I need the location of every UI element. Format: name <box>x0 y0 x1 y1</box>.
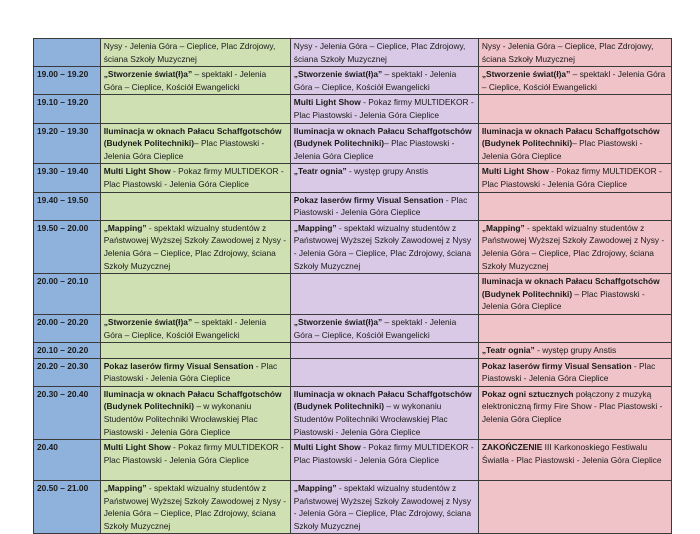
schedule-row <box>34 164 672 192</box>
time-slot-cell: 20.00 – 20.10 <box>34 274 101 315</box>
event-cell-column-2 <box>290 192 478 220</box>
event-cell-column-2 <box>290 67 478 95</box>
event-details: - występ grupy Anstis <box>346 166 429 177</box>
event-details: Nysy - Jelenia Góra – Cieplice, Plac Zdrojowy, ściana Szkoły Muzycznej <box>293 41 466 64</box>
event-cell-column-1 <box>100 358 290 386</box>
event-cell-column-3 <box>478 386 671 439</box>
event-title: Pokaz laserów firmy Visual Sensation <box>481 360 632 371</box>
festival-schedule-table <box>33 38 672 534</box>
schedule-row <box>34 67 672 95</box>
time-slot-cell: 19.10 – 19.20 <box>34 95 101 123</box>
schedule-row <box>34 440 672 481</box>
event-cell-column-2 <box>290 39 478 67</box>
event-details: III Karkonoskiego Festiwalu Światła - Plac Piastowski - Jelenia Góra Cieplice <box>481 442 662 465</box>
event-cell-column-2 <box>290 95 478 123</box>
event-title: Pokaz laserów firmy Visual Sensation <box>103 360 254 371</box>
event-cell-column-2 <box>290 123 478 164</box>
event-details: - występ grupy Anstis <box>534 345 617 356</box>
event-details: Nysy - Jelenia Góra – Cieplice, Plac Zdrojowy, ściana Szkoły Muzycznej <box>481 41 654 64</box>
event-title: „Mapping” <box>293 222 337 233</box>
event-details: – Plac Piastowski - Jelenia Góra Cieplice <box>481 138 643 161</box>
event-cell-column-2 <box>290 440 478 481</box>
event-title: „Stworzenie świat(ł)a” <box>103 316 193 327</box>
schedule-body <box>34 39 672 534</box>
event-cell-column-3 <box>478 164 671 192</box>
event-details: - Pokaz firmy MULTIDEKOR - Plac Piastowski - Jelenia Góra Cieplice <box>103 166 284 189</box>
event-cell-column-1 <box>100 343 290 359</box>
event-cell-column-3 <box>478 343 671 359</box>
time-slot-cell: 20.10 – 20.20 <box>34 343 101 359</box>
event-title: „Mapping” <box>293 483 337 494</box>
event-cell-column-3 <box>478 95 671 123</box>
event-title: „Mapping” <box>481 222 525 233</box>
event-cell-column-2 <box>290 314 478 342</box>
event-cell-column-1 <box>100 274 290 315</box>
event-cell-column-1 <box>100 386 290 439</box>
schedule-row <box>34 386 672 439</box>
event-details: - spektakl wizualny studentów z Państwowej Wyższej Szkoły Zawodowej z Nysy - Jelenia Góra – Cieplice, Plac Zdrojowy, ściana Szkoły Muzycznej <box>481 222 665 271</box>
event-details: - Plac Piastowski - Jelenia Góra Cieplice <box>293 194 468 218</box>
event-details: – spektakl - Jelenia Góra – Cieplice, Kościół Ewangelicki <box>103 69 267 92</box>
event-title: „Stworzenie świat(ł)a” <box>481 69 571 80</box>
event-cell-column-1 <box>100 123 290 164</box>
schedule-row <box>34 123 672 164</box>
event-details: – w wykonaniu Studentów Politechniki Wrocławskiej Plac Piastowski - Jelenia Góra Cieplice <box>103 401 258 437</box>
event-cell-column-3 <box>478 314 671 342</box>
event-cell-column-3 <box>478 358 671 386</box>
event-cell-column-2 <box>290 274 478 315</box>
event-title: Iluminacja w oknach Pałacu Schaffgotschów (Budynek Politechniki) <box>293 125 472 149</box>
time-slot-cell: 19.30 – 19.40 <box>34 164 101 192</box>
event-cell-column-1 <box>100 192 290 220</box>
event-details: Nysy - Jelenia Góra – Cieplice, Plac Zdrojowy, ściana Szkoły Muzycznej <box>103 41 276 64</box>
event-details: - spektakl wizualny studentów z Państwowej Wyższej Szkoły Zawodowej z Nysy - Jelenia Góra – Cieplice, Plac Zdrojowy, ściana Szkoły Muzycznej <box>293 483 472 531</box>
event-title: „Mapping” <box>103 222 147 233</box>
event-cell-column-3 <box>478 220 671 273</box>
event-title: Multi Light Show <box>293 97 361 108</box>
schedule-row <box>34 220 672 273</box>
event-details: - Plac Piastowski - Jelenia Góra Cieplice <box>481 360 656 384</box>
schedule-row <box>34 343 672 359</box>
event-title: Iluminacja w oknach Pałacu Schaffgotschów (Budynek Politechniki) <box>103 388 282 412</box>
event-title: Multi Light Show <box>103 442 171 453</box>
event-cell-column-2 <box>290 481 478 534</box>
event-details: - Plac Piastowski - Jelenia Góra Cieplice <box>103 360 278 384</box>
event-cell-column-3 <box>478 39 671 67</box>
event-title: ZAKOŃCZENIE <box>481 442 543 453</box>
event-details: – spektakl - Jelenia Góra – Cieplice, Kościół Ewangelicki <box>103 316 267 340</box>
event-title: Iluminacja w oknach Pałacu Schaffgotschów (Budynek Politechniki) <box>481 125 660 149</box>
schedule-row <box>34 95 672 123</box>
time-slot-cell: 19.00 – 19.20 <box>34 67 101 95</box>
event-cell-column-3 <box>478 440 671 481</box>
event-details: – w wykonaniu Studentów Politechniki Wrocławskiej Plac Piastowski - Jelenia Góra Cieplice <box>293 401 448 437</box>
event-cell-column-2 <box>290 164 478 192</box>
schedule-row <box>34 39 672 67</box>
event-details: – Plac Piastowski - Jelenia Góra Cieplice <box>103 138 265 161</box>
time-slot-cell: 19.40 – 19.50 <box>34 192 101 220</box>
event-cell-column-1 <box>100 481 290 534</box>
time-slot-cell: 20.00 – 20.20 <box>34 314 101 342</box>
event-title: Multi Light Show <box>103 166 171 177</box>
event-title: Multi Light Show <box>293 442 361 453</box>
event-cell-column-1 <box>100 440 290 481</box>
event-details: połączony z muzyką elektroniczną firmy Fire Show - Plac Piastowski - Jelenia Góra Cieplice <box>481 388 663 425</box>
event-title: Pokaz laserów firmy Visual Sensation <box>293 194 444 205</box>
event-cell-column-3 <box>478 192 671 220</box>
event-details: - spektakl wizualny studentów z Państwowej Wyższej Szkoły Zawodowej z Nysy - Jelenia Góra – Cieplice, Plac Zdrojowy, ściana Szkoły Muzycznej <box>103 222 287 271</box>
event-cell-column-2 <box>290 386 478 439</box>
event-cell-column-3 <box>478 481 671 534</box>
event-title: Iluminacja w oknach Pałacu Schaffgotschów (Budynek Politechniki) <box>103 125 282 149</box>
schedule-row <box>34 192 672 220</box>
event-title: „Stworzenie świat(ł)a” <box>293 69 383 80</box>
event-title: Multi Light Show <box>481 166 549 177</box>
event-title: Iluminacja w oknach Pałacu Schaffgotschów (Budynek Politechniki) <box>481 276 660 299</box>
event-details: – spektakl - Jelenia Góra – Cieplice, Kościół Ewangelicki <box>293 69 457 92</box>
event-title: „Stworzenie świat(ł)a” <box>293 316 383 327</box>
event-details: - Pokaz firmy MULTIDEKOR - Plac Piastowski - Jelenia Góra Cieplice <box>481 166 662 189</box>
time-slot-cell: 20.30 – 20.40 <box>34 386 101 439</box>
event-details: - Pokaz firmy MULTIDEKOR - Plac Piastowski - Jelenia Góra Cieplice <box>293 442 474 465</box>
time-slot-cell: 19.20 – 19.30 <box>34 123 101 164</box>
time-slot-cell: 20.40 <box>34 440 101 481</box>
event-cell-column-3 <box>478 274 671 315</box>
event-details: - spektakl wizualny studentów z Państwowej Wyższej Szkoły Zawodowej z Nysy - Jelenia Góra – Cieplice, Plac Zdrojowy, ściana Szkoły Muzycznej <box>293 222 472 271</box>
event-details: - Pokaz firmy MULTIDEKOR - Plac Piastowski - Jelenia Góra Cieplice <box>103 442 284 465</box>
event-title: Pokaz ogni sztucznych <box>481 388 574 399</box>
event-details: – Plac Piastowski - Jelenia Góra Cieplice <box>481 288 645 312</box>
schedule-row <box>34 274 672 315</box>
event-cell-column-1 <box>100 164 290 192</box>
event-cell-column-1 <box>100 220 290 273</box>
event-title: Iluminacja w oknach Pałacu Schaffgotschów (Budynek Politechniki) <box>293 388 472 412</box>
event-cell-column-1 <box>100 67 290 95</box>
schedule-row <box>34 314 672 342</box>
schedule-row <box>34 358 672 386</box>
event-title: „Stworzenie świat(ł)a” <box>103 69 193 80</box>
event-cell-column-2 <box>290 343 478 359</box>
event-cell-column-2 <box>290 358 478 386</box>
time-slot-cell: 19.50 – 20.00 <box>34 220 101 273</box>
time-slot-cell: 20.20 – 20.30 <box>34 358 101 386</box>
event-details: – spektakl - Jelenia Góra – Cieplice, Kościół Ewangelicki <box>481 69 666 92</box>
schedule-row <box>34 481 672 534</box>
event-cell-column-3 <box>478 67 671 95</box>
event-cell-column-3 <box>478 123 671 164</box>
time-slot-cell <box>34 39 101 67</box>
event-details: - Pokaz firmy MULTIDEKOR - Plac Piastowski - Jelenia Góra Cieplice <box>293 97 474 120</box>
event-title: „Teatr ognia” <box>481 345 535 356</box>
event-details: - spektakl wizualny studentów z Państwowej Wyższej Szkoły Zawodowej z Nysy - Jelenia Góra – Cieplice, Plac Zdrojowy, ściana Szkoły Muzycznej <box>103 483 287 531</box>
event-details: – Plac Piastowski - Jelenia Góra Cieplice <box>293 138 455 161</box>
event-title: „Teatr ognia” <box>293 166 347 177</box>
time-slot-cell: 20.50 – 21.00 <box>34 481 101 534</box>
event-cell-column-1 <box>100 95 290 123</box>
event-title: „Mapping” <box>103 483 147 494</box>
event-details: – spektakl - Jelenia Góra – Cieplice, Kościół Ewangelicki <box>293 316 457 340</box>
event-cell-column-1 <box>100 39 290 67</box>
event-cell-column-2 <box>290 220 478 273</box>
event-cell-column-1 <box>100 314 290 342</box>
